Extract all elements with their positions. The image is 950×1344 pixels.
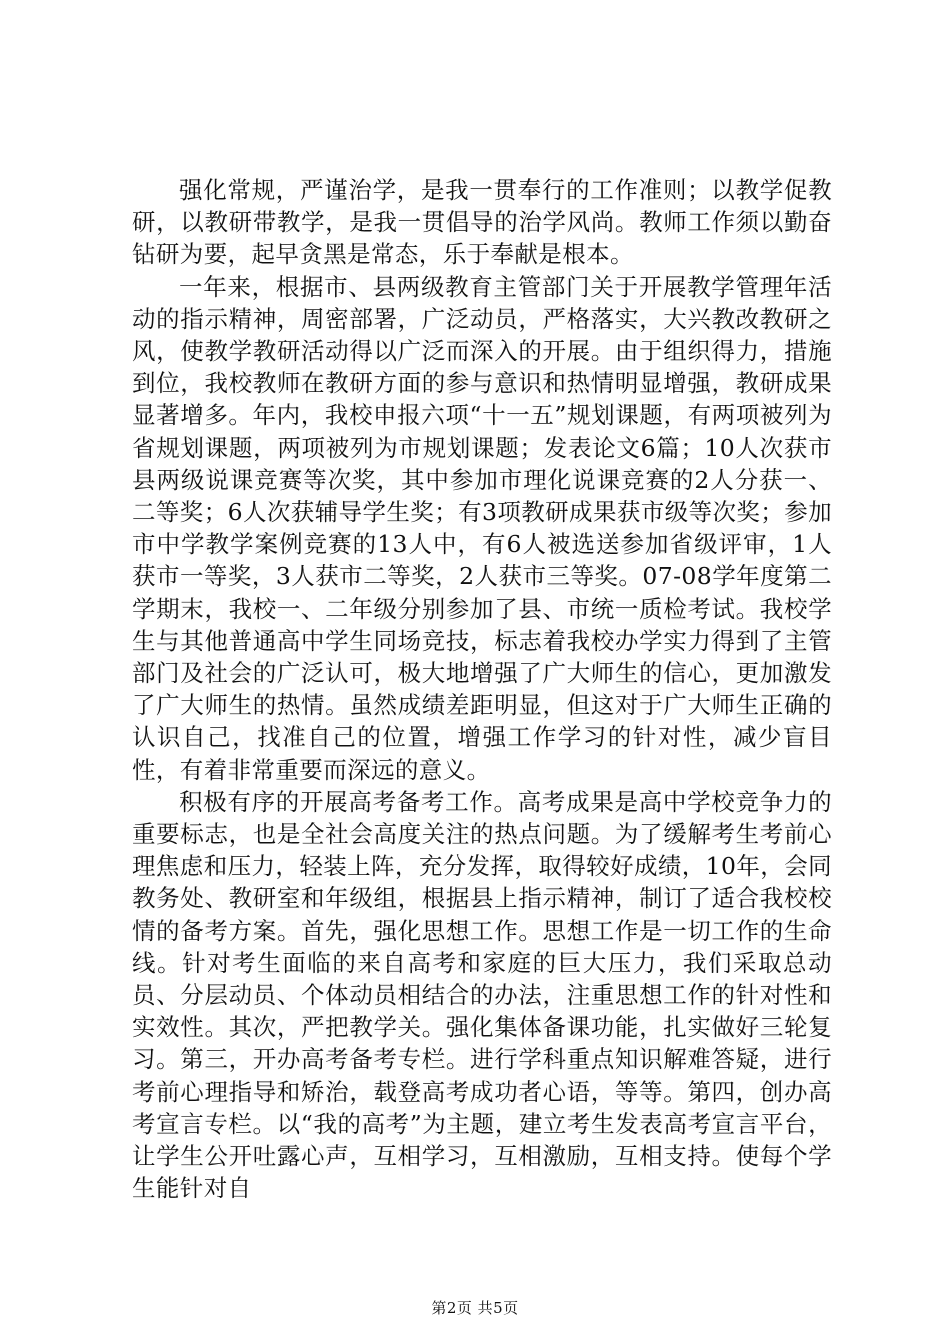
page-footer [0,1297,950,1318]
paragraph-3: 积极有序的开展高考备考工作。高考成果是高中学校竞争力的重要标志，也是全社会高度关注的热点问题。为了缓解考生考前心理焦虑和压力，轻装上阵，充分发挥，取得较好成绩，10年，会同教务处、教研室和年级组，根据县上指示精神，制订了适合我校校情的备考方案。首先，强化思想工作。思想工作是一切工作的生命线。针对考生面临的来自高考和家庭的巨大压力，我们采取总动员、分层动员、个体动员相结合的办法，注重思想工作的针对性和实效性。其次，严把教学关。强化集体备课功能，扎实做好三轮复习。第三，开办高考备考专栏。进行学科重点知识解难答疑，进行考前心理指导和矫治，载登高考成功者心语，等等。第四，创办高考宣言专栏。以“我的高考”为主题，建立考生发表高考宣言平台，让学生公开吐露心声，互相学习，互相激励，互相支持。使每个学生能针对自 [132,787,832,1203]
paragraph-2: 一年来，根据市、县两级教育主管部门关于开展教学管理年活动的指示精神，周密部署，广泛动员，严格落实，大兴教改教研之风，使教学教研活动得以广泛而深入的开展。由于组织得力，措施到位，我校教师在教研方面的参与意识和热情明显增强，教研成果显著增多。年内，我校申报六项“十一五”规划课题，有两项被列为省规划课题，两项被列为市规划课题；发表论文6篇；10人次获市县两级说课竞赛等次奖，其中参加市理化说课竞赛的2人分获一、二等奖；6人次获辅导学生奖；有3项教研成果获市级等次奖；参加市中学教学案例竞赛的13人中，有6人被选送参加省级评审，1人获市一等奖，3人获市二等奖，2人获市三等奖。07-08学年度第二学期末，我校一、二年级分别参加了县、市统一质检考试。我校学生与其他普通高中学生同场竞技，标志着我校办学实力得到了主管部门及社会的广泛认可，极大地增强了广大师生的信心，更加激发了广大师生的热情。虽然成绩差距明显，但这对于广大师生正确的认识自己，找准自己的位置，增强工作学习的针对性，减少盲目性，有着非常重要而深远的意义。 [132,272,832,784]
document-body [132,174,832,1205]
page-number-label: 第2页 共5页 [431,1299,519,1317]
paragraph-1: 强化常规，严谨治学，是我一贯奉行的工作准则；以教学促教研，以教研带教学，是我一贯倡导的治学风尚。教师工作须以勤奋钻研为要，起早贪黑是常态，乐于奉献是根本。 [132,176,832,269]
